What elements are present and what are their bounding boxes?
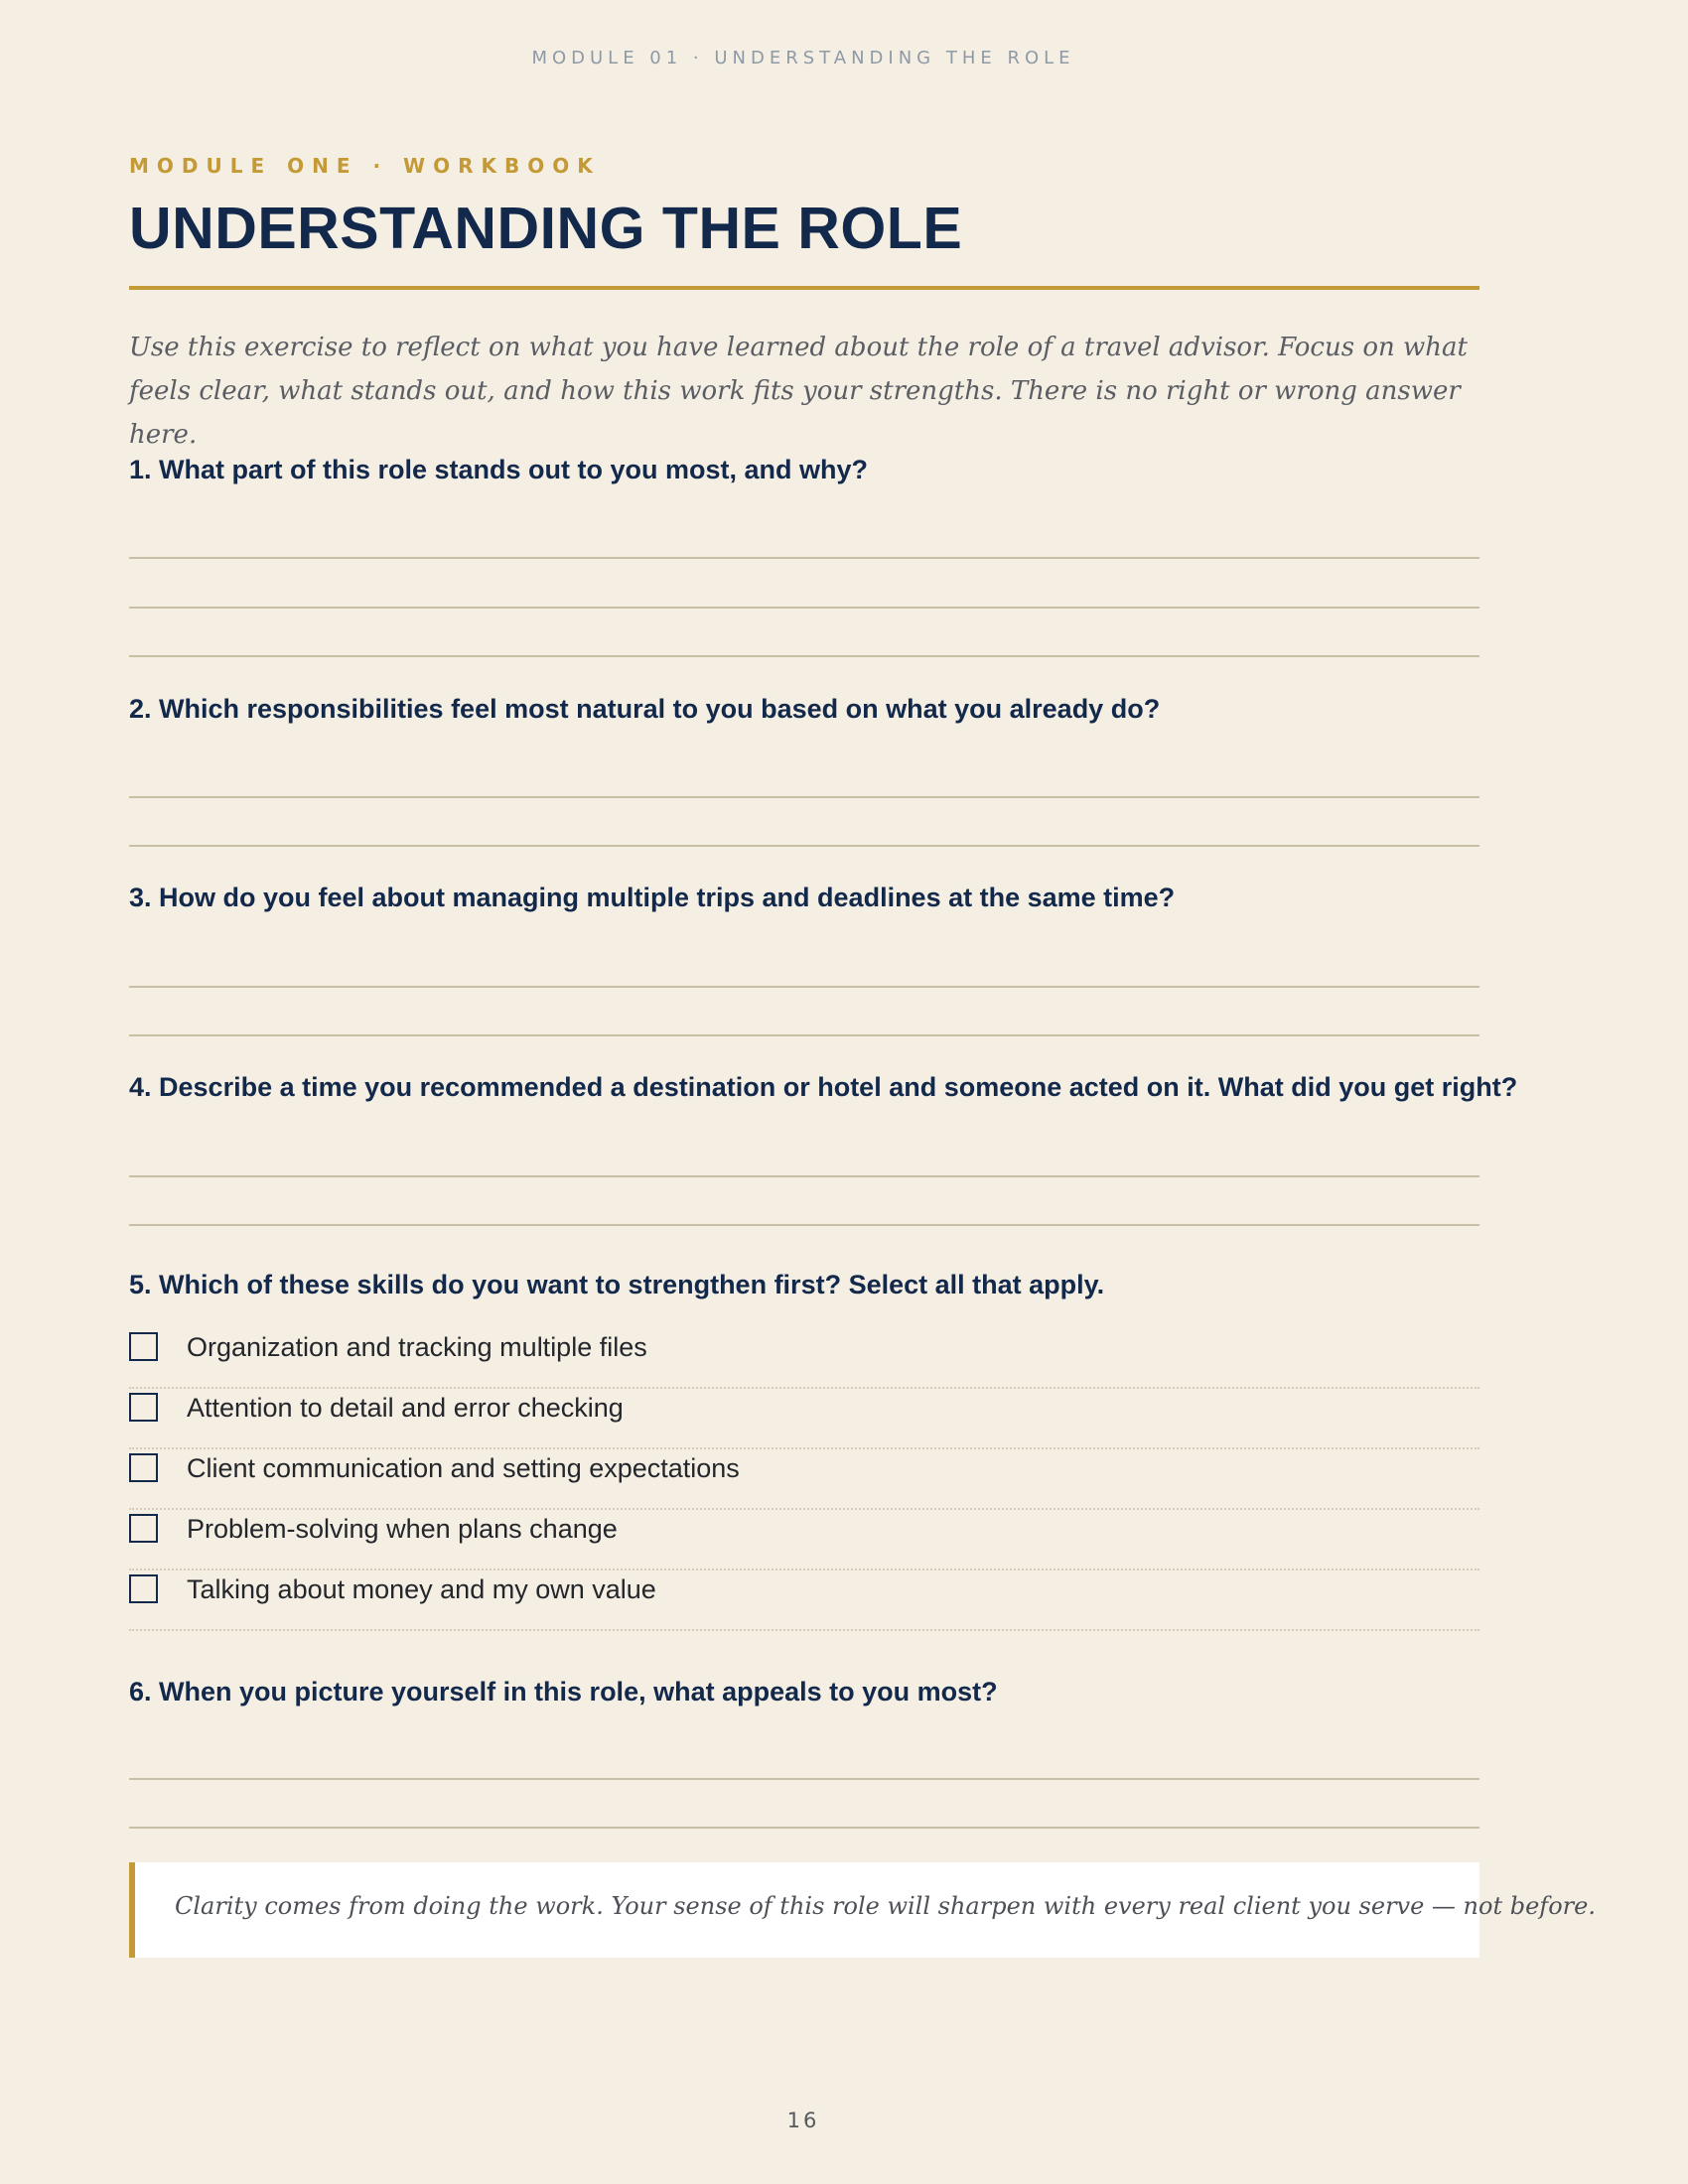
answer-line[interactable] (129, 1034, 1479, 1036)
skill-option[interactable] (129, 1570, 1479, 1631)
skill-option[interactable] (129, 1328, 1479, 1389)
skill-option-label: Problem-solving when plans change (187, 1514, 618, 1544)
skill-option-label: Organization and tracking multiple files (187, 1332, 647, 1362)
callout-box (129, 1862, 1596, 1958)
section-eyebrow: MODULE ONE · WORKBOOK (129, 154, 601, 178)
checkbox[interactable] (129, 1514, 158, 1543)
question-2: 2. Which responsibilities feel most natural to you based on what you already do? (129, 694, 1161, 724)
question-3: 3. How do you feel about managing multiple trips and deadlines at the same time? (129, 883, 1176, 912)
skill-option[interactable] (129, 1389, 1479, 1449)
title-divider (129, 286, 1479, 290)
answer-line[interactable] (129, 1827, 1479, 1829)
answer-line[interactable] (129, 845, 1479, 847)
question-6: 6. When you picture yourself in this role, what appeals to you most? (129, 1677, 998, 1706)
answer-line[interactable] (129, 1778, 1479, 1780)
page-title: UNDERSTANDING THE ROLE (129, 196, 963, 261)
answer-line[interactable] (129, 1175, 1479, 1177)
skill-option-label: Client communication and setting expectations (187, 1453, 740, 1483)
checkbox[interactable] (129, 1574, 158, 1603)
page-number: 16 (786, 2109, 820, 2132)
intro-paragraph: Use this exercise to reflect on what you have learned about the role of a travel advisor. Focus on what feels clear, what stands out, and how this work fits your strengths. There is no right or wrong answer here. (129, 333, 1468, 450)
question-5: 5. Which of these skills do you want to strengthen first? Select all that apply. (129, 1270, 1105, 1299)
skill-option-label: Attention to detail and error checking (187, 1393, 624, 1423)
answer-line[interactable] (129, 655, 1479, 657)
answer-line[interactable] (129, 1224, 1479, 1226)
question-1: 1. What part of this role stands out to you most, and why? (129, 455, 869, 484)
answer-line[interactable] (129, 607, 1479, 609)
answer-line[interactable] (129, 557, 1479, 559)
running-header: MODULE 01 · UNDERSTANDING THE ROLE (531, 48, 1075, 68)
callout-text: Clarity comes from doing the work. Your sense of this role will sharpen with every real client you serve — not before. (175, 1892, 1596, 1920)
skill-option-label: Talking about money and my own value (187, 1574, 656, 1604)
skill-option[interactable] (129, 1510, 1479, 1570)
question-4: 4. Describe a time you recommended a destination or hotel and someone acted on it. What did you get right? (129, 1072, 1518, 1102)
answer-line[interactable] (129, 796, 1479, 798)
checkbox[interactable] (129, 1453, 158, 1482)
checkbox[interactable] (129, 1332, 158, 1361)
checkbox[interactable] (129, 1393, 158, 1422)
answer-line[interactable] (129, 986, 1479, 988)
skill-option[interactable] (129, 1449, 1479, 1510)
